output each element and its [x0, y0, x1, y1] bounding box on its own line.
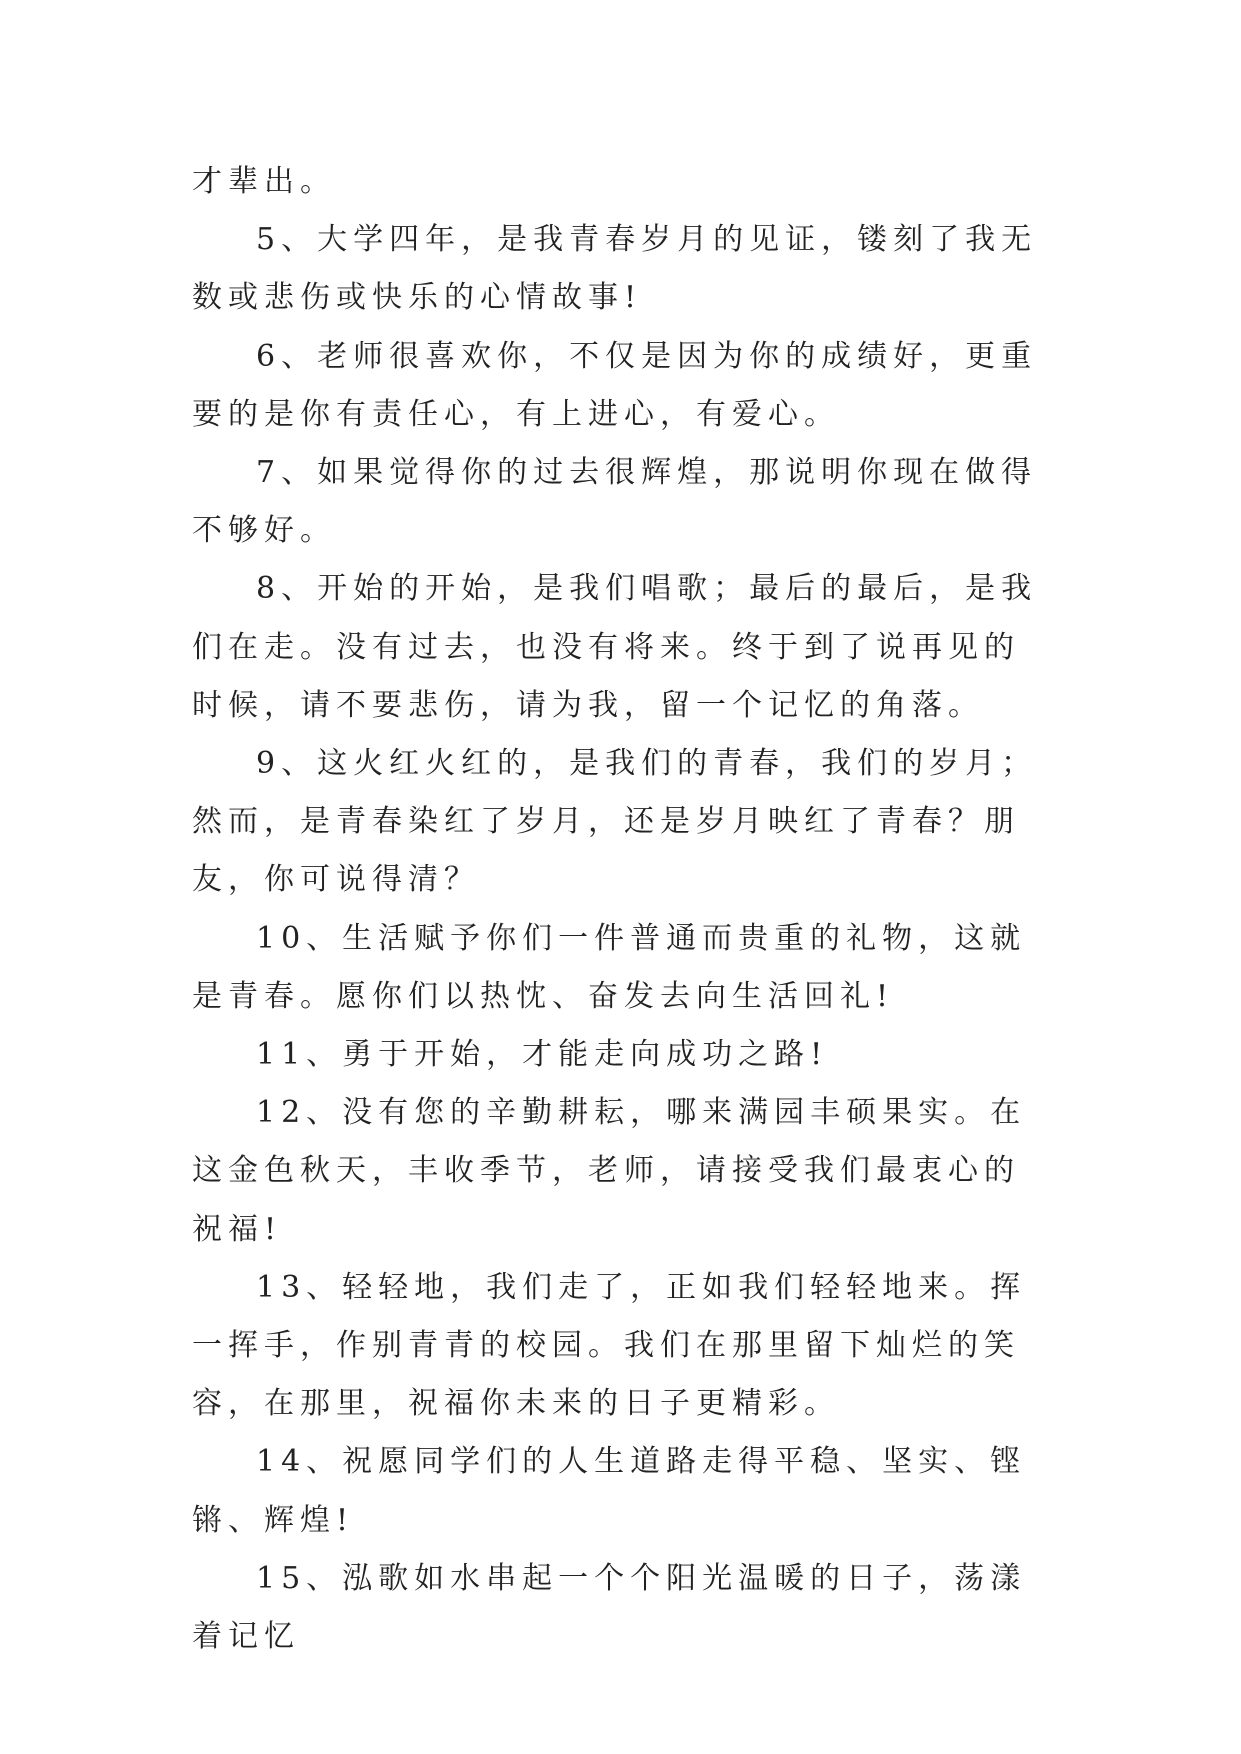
paragraph-item-13: 13、轻轻地，我们走了，正如我们轻轻地来。挥一挥手，作别青青的校园。我们在那里留下灿烂的笑容，在那里，祝福你未来的日子更精彩。 — [192, 1269, 1027, 1422]
paragraph-item-7: 7、如果觉得你的过去很辉煌，那说明你现在做得不够好。 — [192, 455, 1038, 549]
paragraph-item-9: 9、这火红火红的，是我们的青春，我们的岁月；然而，是青春染红了岁月，还是岁月映红了青春？朋友，你可说得清？ — [192, 746, 1038, 898]
paragraph-item-5: 5、大学四年，是我青春岁月的见证，镂刻了我无数或悲伤或快乐的心情故事! — [192, 222, 1038, 316]
paragraph-item-8: 8、开始的开始，是我们唱歌；最后的最后，是我们在走。没有过去，也没有将来。终于到了说再见的时候，请不要悲伤，请为我，留一个记忆的角落。 — [192, 571, 1038, 723]
paragraph-item-11: 11、勇于开始，才能走向成功之路! — [256, 1037, 829, 1073]
document-body — [192, 153, 1052, 1666]
paragraph-item-14: 14、祝愿同学们的人生道路走得平稳、坚实、铿锵、辉煌! — [192, 1444, 1027, 1538]
paragraph-item-12: 12、没有您的辛勤耕耘，哪来满园丰硕果实。在这金色秋天，丰收季节，老师，请接受我们最衷心的祝福! — [192, 1095, 1027, 1247]
paragraph-item-6: 6、老师很喜欢你，不仅是因为你的成绩好，更重要的是你有责任心，有上进心，有爱心。 — [192, 338, 1038, 432]
paragraph-item-15: 15、泓歌如水串起一个个阳光温暖的日子，荡漾着记忆 — [192, 1560, 1027, 1655]
paragraph-item-10: 10、生活赋予你们一件普通而贵重的礼物，这就是青春。愿你们以热忱、奋发去向生活回礼! — [192, 920, 1027, 1014]
paragraph-continuation: 才辈出。 — [192, 164, 336, 199]
